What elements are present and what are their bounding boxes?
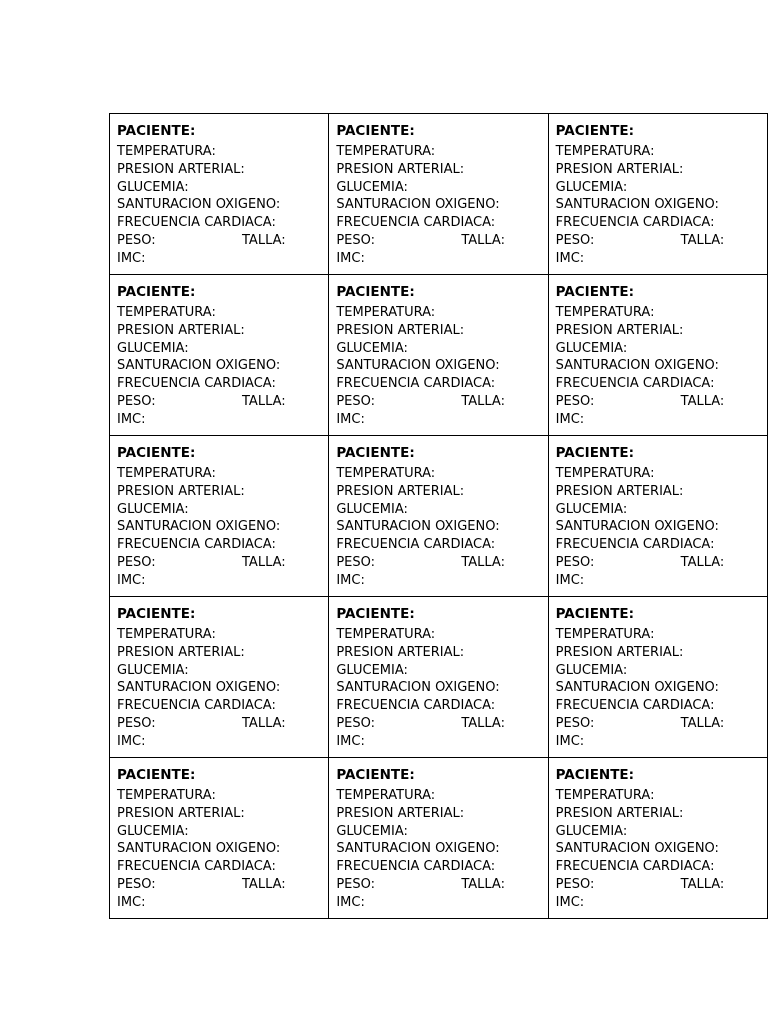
patient-label: PACIENTE: bbox=[117, 123, 196, 139]
glucose-label: GLUCEMIA: bbox=[117, 501, 189, 517]
blood-pressure-label: PRESION ARTERIAL: bbox=[555, 483, 684, 499]
patient-label: PACIENTE: bbox=[117, 445, 196, 461]
height-label: TALLA: bbox=[461, 232, 505, 248]
weight-height-line bbox=[336, 554, 547, 572]
heart-rate-label: FRECUENCIA CARDIACA: bbox=[555, 215, 715, 231]
heart-rate-label: FRECUENCIA CARDIACA: bbox=[336, 376, 496, 392]
bmi-label: IMC: bbox=[555, 733, 585, 749]
temperature-label: TEMPERATURA: bbox=[117, 466, 216, 481]
oxygen-saturation-label: SANTURACION OXIGENO: bbox=[555, 841, 719, 857]
patient-label: PACIENTE: bbox=[555, 445, 635, 461]
patient-card bbox=[329, 758, 547, 912]
height-label: TALLA: bbox=[242, 232, 286, 248]
weight-height-line bbox=[336, 393, 547, 411]
temperature-label: TEMPERATURA: bbox=[336, 788, 436, 803]
glucose-label: GLUCEMIA: bbox=[555, 340, 628, 356]
patient-card-cell bbox=[110, 436, 329, 597]
height-label: TALLA: bbox=[680, 715, 725, 731]
temperature-label: TEMPERATURA: bbox=[555, 627, 655, 642]
patient-card bbox=[549, 436, 767, 590]
heart-rate-label: FRECUENCIA CARDIACA: bbox=[555, 376, 715, 392]
oxygen-saturation-label: SANTURACION OXIGENO: bbox=[117, 197, 281, 213]
weight-label: PESO: bbox=[555, 715, 595, 731]
patient-card-cell bbox=[110, 597, 329, 758]
weight-label: PESO: bbox=[555, 554, 595, 570]
weight-label: PESO: bbox=[117, 554, 156, 570]
temperature-label: TEMPERATURA: bbox=[555, 466, 655, 481]
weight-height-line bbox=[556, 232, 767, 250]
glucose-label: GLUCEMIA: bbox=[336, 662, 408, 678]
bmi-label: IMC: bbox=[336, 411, 365, 427]
oxygen-saturation-label: SANTURACION OXIGENO: bbox=[117, 841, 281, 857]
blood-pressure-label: PRESION ARTERIAL: bbox=[555, 161, 684, 177]
weight-label: PESO: bbox=[555, 876, 595, 892]
card-row bbox=[110, 758, 768, 919]
weight-height-line bbox=[117, 715, 328, 733]
oxygen-saturation-label: SANTURACION OXIGENO: bbox=[336, 197, 500, 213]
height-label: TALLA: bbox=[461, 393, 505, 409]
oxygen-saturation-label: SANTURACION OXIGENO: bbox=[336, 358, 500, 374]
blood-pressure-label: PRESION ARTERIAL: bbox=[336, 322, 465, 338]
glucose-label: GLUCEMIA: bbox=[117, 179, 189, 195]
patient-card-cell bbox=[548, 597, 767, 758]
weight-label: PESO: bbox=[336, 876, 376, 892]
blood-pressure-label: PRESION ARTERIAL: bbox=[117, 322, 245, 338]
patient-card-cell bbox=[110, 114, 329, 275]
height-label: TALLA: bbox=[242, 715, 286, 731]
patient-label: PACIENTE: bbox=[555, 606, 635, 622]
glucose-label: GLUCEMIA: bbox=[555, 662, 628, 678]
blood-pressure-label: PRESION ARTERIAL: bbox=[336, 161, 465, 177]
weight-label: PESO: bbox=[117, 876, 156, 892]
glucose-label: GLUCEMIA: bbox=[336, 179, 408, 195]
weight-height-line bbox=[556, 393, 767, 411]
heart-rate-label: FRECUENCIA CARDIACA: bbox=[117, 698, 276, 714]
patient-card-cell bbox=[329, 597, 548, 758]
weight-label: PESO: bbox=[336, 554, 376, 570]
patient-card-cell bbox=[329, 758, 548, 919]
patient-card bbox=[549, 758, 767, 912]
bmi-label: IMC: bbox=[117, 572, 146, 588]
bmi-label: IMC: bbox=[117, 250, 146, 266]
patient-card bbox=[549, 114, 767, 268]
weight-label: PESO: bbox=[117, 232, 156, 248]
weight-label: PESO: bbox=[555, 232, 595, 248]
bmi-label: IMC: bbox=[336, 572, 365, 588]
oxygen-saturation-label: SANTURACION OXIGENO: bbox=[555, 680, 719, 696]
patient-card bbox=[110, 275, 328, 429]
heart-rate-label: FRECUENCIA CARDIACA: bbox=[555, 698, 715, 714]
patient-label: PACIENTE: bbox=[336, 123, 415, 139]
heart-rate-label: FRECUENCIA CARDIACA: bbox=[336, 859, 496, 875]
patient-card bbox=[110, 597, 328, 751]
patient-card-cell bbox=[329, 275, 548, 436]
height-label: TALLA: bbox=[242, 876, 286, 892]
patient-card-grid bbox=[109, 113, 768, 919]
weight-label: PESO: bbox=[117, 715, 156, 731]
temperature-label: TEMPERATURA: bbox=[336, 627, 436, 642]
temperature-label: TEMPERATURA: bbox=[555, 305, 655, 320]
blood-pressure-label: PRESION ARTERIAL: bbox=[117, 161, 245, 177]
patient-card bbox=[110, 436, 328, 590]
glucose-label: GLUCEMIA: bbox=[336, 823, 408, 839]
blood-pressure-label: PRESION ARTERIAL: bbox=[117, 805, 245, 821]
bmi-label: IMC: bbox=[117, 894, 146, 910]
patient-label: PACIENTE: bbox=[336, 445, 415, 461]
blood-pressure-label: PRESION ARTERIAL: bbox=[117, 483, 245, 499]
heart-rate-label: FRECUENCIA CARDIACA: bbox=[117, 537, 276, 553]
weight-height-line bbox=[556, 715, 767, 733]
blood-pressure-label: PRESION ARTERIAL: bbox=[336, 483, 465, 499]
patient-label: PACIENTE: bbox=[555, 123, 635, 139]
temperature-label: TEMPERATURA: bbox=[117, 627, 216, 642]
blood-pressure-label: PRESION ARTERIAL: bbox=[555, 322, 684, 338]
patient-label: PACIENTE: bbox=[336, 767, 415, 783]
height-label: TALLA: bbox=[680, 393, 725, 409]
weight-height-line bbox=[336, 232, 547, 250]
patient-card-cell bbox=[548, 114, 767, 275]
weight-height-line bbox=[117, 232, 328, 250]
patient-card bbox=[110, 758, 328, 912]
weight-height-line bbox=[117, 393, 328, 411]
weight-height-line bbox=[336, 876, 547, 894]
glucose-label: GLUCEMIA: bbox=[336, 501, 408, 517]
temperature-label: TEMPERATURA: bbox=[336, 144, 436, 159]
weight-label: PESO: bbox=[555, 393, 595, 409]
patient-card-cell bbox=[548, 436, 767, 597]
oxygen-saturation-label: SANTURACION OXIGENO: bbox=[117, 358, 281, 374]
patient-label: PACIENTE: bbox=[117, 284, 196, 300]
oxygen-saturation-label: SANTURACION OXIGENO: bbox=[555, 197, 719, 213]
glucose-label: GLUCEMIA: bbox=[117, 823, 189, 839]
patient-card bbox=[549, 275, 767, 429]
glucose-label: GLUCEMIA: bbox=[117, 340, 189, 356]
card-row bbox=[110, 436, 768, 597]
patient-card-cell bbox=[110, 758, 329, 919]
blood-pressure-label: PRESION ARTERIAL: bbox=[555, 805, 684, 821]
oxygen-saturation-label: SANTURACION OXIGENO: bbox=[555, 519, 719, 535]
card-row bbox=[110, 275, 768, 436]
heart-rate-label: FRECUENCIA CARDIACA: bbox=[117, 376, 276, 392]
heart-rate-label: FRECUENCIA CARDIACA: bbox=[555, 859, 715, 875]
temperature-label: TEMPERATURA: bbox=[336, 466, 436, 481]
heart-rate-label: FRECUENCIA CARDIACA: bbox=[336, 698, 496, 714]
height-label: TALLA: bbox=[461, 715, 505, 731]
glucose-label: GLUCEMIA: bbox=[117, 662, 189, 678]
patient-card-cell bbox=[329, 436, 548, 597]
weight-label: PESO: bbox=[336, 393, 376, 409]
oxygen-saturation-label: SANTURACION OXIGENO: bbox=[336, 680, 500, 696]
heart-rate-label: FRECUENCIA CARDIACA: bbox=[336, 215, 496, 231]
patient-card-cell bbox=[329, 114, 548, 275]
glucose-label: GLUCEMIA: bbox=[555, 501, 628, 517]
patient-label: PACIENTE: bbox=[336, 606, 415, 622]
height-label: TALLA: bbox=[461, 554, 505, 570]
weight-height-line bbox=[117, 554, 328, 572]
card-row bbox=[110, 597, 768, 758]
temperature-label: TEMPERATURA: bbox=[117, 788, 216, 803]
height-label: TALLA: bbox=[242, 554, 286, 570]
weight-height-line bbox=[556, 876, 767, 894]
oxygen-saturation-label: SANTURACION OXIGENO: bbox=[117, 519, 281, 535]
blood-pressure-label: PRESION ARTERIAL: bbox=[555, 644, 684, 660]
glucose-label: GLUCEMIA: bbox=[555, 823, 628, 839]
weight-label: PESO: bbox=[336, 715, 376, 731]
bmi-label: IMC: bbox=[336, 250, 365, 266]
temperature-label: TEMPERATURA: bbox=[555, 144, 655, 159]
patient-card-cell bbox=[548, 758, 767, 919]
bmi-label: IMC: bbox=[117, 411, 146, 427]
heart-rate-label: FRECUENCIA CARDIACA: bbox=[336, 537, 496, 553]
bmi-label: IMC: bbox=[555, 894, 585, 910]
temperature-label: TEMPERATURA: bbox=[117, 144, 216, 159]
patient-label: PACIENTE: bbox=[555, 284, 635, 300]
patient-card bbox=[329, 275, 547, 429]
height-label: TALLA: bbox=[680, 876, 725, 892]
temperature-label: TEMPERATURA: bbox=[117, 305, 216, 320]
bmi-label: IMC: bbox=[336, 733, 365, 749]
weight-height-line bbox=[556, 554, 767, 572]
bmi-label: IMC: bbox=[336, 894, 365, 910]
weight-label: PESO: bbox=[117, 393, 156, 409]
blood-pressure-label: PRESION ARTERIAL: bbox=[336, 805, 465, 821]
weight-label: PESO: bbox=[336, 232, 376, 248]
temperature-label: TEMPERATURA: bbox=[336, 305, 436, 320]
height-label: TALLA: bbox=[461, 876, 505, 892]
patient-card bbox=[329, 114, 547, 268]
patient-card bbox=[110, 114, 328, 268]
patient-card-cell bbox=[110, 275, 329, 436]
bmi-label: IMC: bbox=[117, 733, 146, 749]
heart-rate-label: FRECUENCIA CARDIACA: bbox=[555, 537, 715, 553]
oxygen-saturation-label: SANTURACION OXIGENO: bbox=[555, 358, 719, 374]
oxygen-saturation-label: SANTURACION OXIGENO: bbox=[117, 680, 281, 696]
height-label: TALLA: bbox=[680, 232, 725, 248]
bmi-label: IMC: bbox=[555, 572, 585, 588]
glucose-label: GLUCEMIA: bbox=[555, 179, 628, 195]
bmi-label: IMC: bbox=[555, 411, 585, 427]
bmi-label: IMC: bbox=[555, 250, 585, 266]
patient-card-cell bbox=[548, 275, 767, 436]
glucose-label: GLUCEMIA: bbox=[336, 340, 408, 356]
card-row bbox=[110, 114, 768, 275]
height-label: TALLA: bbox=[242, 393, 286, 409]
blood-pressure-label: PRESION ARTERIAL: bbox=[117, 644, 245, 660]
oxygen-saturation-label: SANTURACION OXIGENO: bbox=[336, 841, 500, 857]
patient-label: PACIENTE: bbox=[117, 606, 196, 622]
patient-label: PACIENTE: bbox=[336, 284, 415, 300]
patient-label: PACIENTE: bbox=[555, 767, 635, 783]
patient-card bbox=[549, 597, 767, 751]
temperature-label: TEMPERATURA: bbox=[555, 788, 655, 803]
height-label: TALLA: bbox=[680, 554, 725, 570]
weight-height-line bbox=[117, 876, 328, 894]
oxygen-saturation-label: SANTURACION OXIGENO: bbox=[336, 519, 500, 535]
patient-label: PACIENTE: bbox=[117, 767, 196, 783]
patient-card bbox=[329, 597, 547, 751]
weight-height-line bbox=[336, 715, 547, 733]
heart-rate-label: FRECUENCIA CARDIACA: bbox=[117, 859, 276, 875]
blood-pressure-label: PRESION ARTERIAL: bbox=[336, 644, 465, 660]
heart-rate-label: FRECUENCIA CARDIACA: bbox=[117, 215, 276, 231]
patient-card bbox=[329, 436, 547, 590]
